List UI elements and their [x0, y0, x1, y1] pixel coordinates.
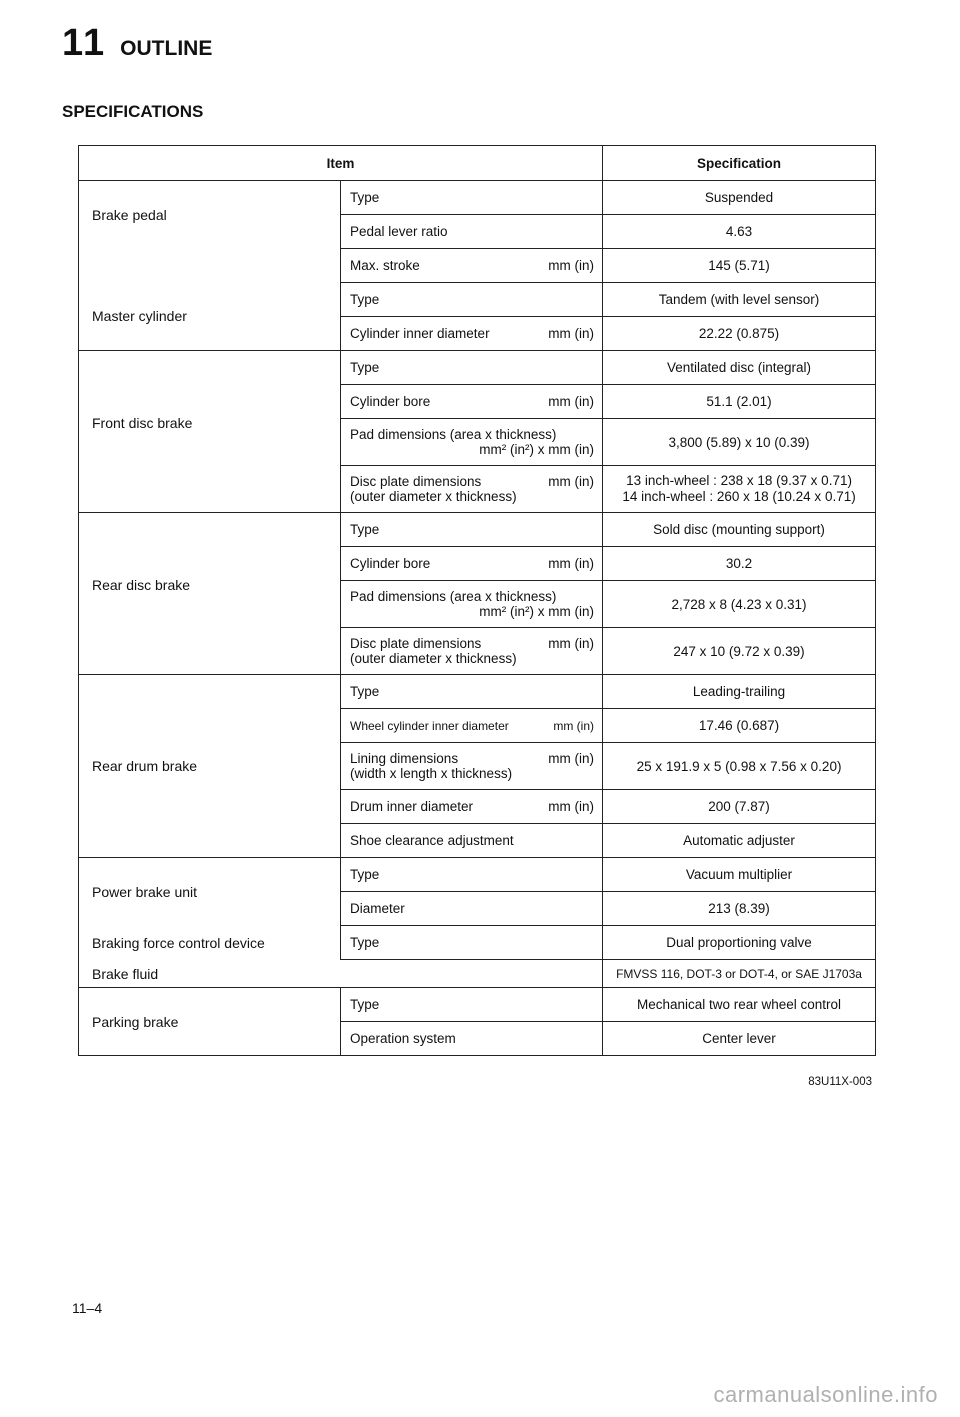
item-cell: [341, 466, 603, 513]
table-row: [79, 351, 876, 385]
item-cell: Type: [341, 675, 603, 709]
item-label: Cylinder inner diameter: [350, 326, 490, 341]
spec-cell: 213 (8.39): [603, 892, 876, 926]
item-cell: [341, 581, 603, 628]
chapter-header: [62, 22, 212, 65]
item-cell: Diameter: [341, 892, 603, 926]
item-cell: [341, 249, 603, 283]
item-cell: [341, 628, 603, 675]
item-label: Drum inner diameter: [350, 799, 474, 814]
item-cell: [341, 743, 603, 790]
group-parking-brake: Parking brake: [79, 988, 341, 1056]
spec-cell: [603, 466, 876, 513]
item-sublabel: (width x length x thickness): [350, 766, 513, 781]
item-label: Lining dimensions: [350, 751, 459, 766]
spec-cell: 145 (5.71): [603, 249, 876, 283]
section-title: SPECIFICATIONS: [62, 102, 204, 121]
table-row: [79, 988, 876, 1022]
unit-label: mm (in): [548, 556, 595, 571]
unit-label: mm (in): [548, 258, 595, 273]
spec-cell: 17.46 (0.687): [603, 709, 876, 743]
item-label: Cylinder bore: [350, 556, 431, 571]
table-row: [79, 283, 876, 317]
item-cell: Type: [341, 988, 603, 1022]
table-row: [79, 858, 876, 892]
figure-code: 83U11X-003: [808, 1076, 872, 1088]
spec-cell: Automatic adjuster: [603, 824, 876, 858]
item-cell: Type: [341, 181, 603, 215]
group-brake-pedal-cont: [79, 249, 341, 283]
spec-line: 13 inch-wheel : 238 x 18 (9.37 x 0.71): [626, 473, 852, 488]
group-power-brake-unit: Power brake unit: [79, 858, 341, 926]
group-master-cylinder: Master cylinder: [79, 283, 341, 351]
item-cell: [341, 547, 603, 581]
item-label: Pad dimensions (area x thickness): [350, 589, 557, 604]
item-cell: Type: [341, 926, 603, 960]
unit-label: mm (in): [548, 326, 595, 341]
spec-cell: 30.2: [603, 547, 876, 581]
spec-cell: Sold disc (mounting support): [603, 513, 876, 547]
item-cell: Type: [341, 513, 603, 547]
item-cell: Operation system: [341, 1022, 603, 1056]
chapter-number: 11: [62, 22, 107, 64]
item-cell: [341, 790, 603, 824]
unit-label: mm² (in²) x mm (in): [479, 442, 595, 457]
spec-cell: 51.1 (2.01): [603, 385, 876, 419]
item-label: Disc plate dimensions: [350, 474, 482, 489]
item-sublabel: (outer diameter x thickness): [350, 489, 517, 504]
item-cell: [341, 419, 603, 466]
unit-label: mm (in): [548, 474, 595, 489]
table-row: [79, 960, 876, 988]
spec-cell: Ventilated disc (integral): [603, 351, 876, 385]
table-row: [79, 926, 876, 960]
item-label: Disc plate dimensions: [350, 636, 482, 651]
table-row: [79, 181, 876, 215]
specifications-table: [78, 145, 876, 1056]
spec-line: 14 inch-wheel : 260 x 18 (10.24 x 0.71): [622, 489, 856, 504]
item-cell: [341, 385, 603, 419]
spec-cell: Vacuum multiplier: [603, 858, 876, 892]
spec-cell: Center lever: [603, 1022, 876, 1056]
spec-cell: Mechanical two rear wheel control: [603, 988, 876, 1022]
watermark: carmanualsonline.info: [713, 1382, 938, 1407]
group-brake-fluid: Brake fluid: [79, 960, 603, 988]
chapter-title: OUTLINE: [120, 37, 213, 60]
spec-cell: 4.63: [603, 215, 876, 249]
item-cell: Shoe clearance adjustment: [341, 824, 603, 858]
spec-cell: Dual proportioning valve: [603, 926, 876, 960]
spec-cell: 25 x 191.9 x 5 (0.98 x 7.56 x 0.20): [603, 743, 876, 790]
group-front-disc-brake: Front disc brake: [79, 351, 341, 513]
spec-cell: Tandem (with level sensor): [603, 283, 876, 317]
unit-label: mm (in): [553, 718, 595, 733]
item-cell: [341, 709, 603, 743]
item-label: Max. stroke: [350, 258, 420, 273]
item-cell: Type: [341, 351, 603, 385]
spec-cell: 22.22 (0.875): [603, 317, 876, 351]
spec-cell: 2,728 x 8 (4.23 x 0.31): [603, 581, 876, 628]
column-header-item: Item: [79, 146, 603, 181]
table-row: [79, 675, 876, 709]
table-header-row: [79, 146, 876, 181]
item-cell: Type: [341, 283, 603, 317]
spec-cell: 247 x 10 (9.72 x 0.39): [603, 628, 876, 675]
spec-cell: Suspended: [603, 181, 876, 215]
group-brake-pedal: Brake pedal: [79, 181, 341, 249]
column-header-specification: Specification: [603, 146, 876, 181]
group-rear-disc-brake: Rear disc brake: [79, 513, 341, 675]
unit-label: mm (in): [548, 636, 595, 651]
table-row: [79, 513, 876, 547]
item-cell: [341, 317, 603, 351]
item-cell: Type: [341, 858, 603, 892]
spec-cell: FMVSS 116, DOT-3 or DOT-4, or SAE J1703a: [603, 960, 876, 988]
item-label: Wheel cylinder inner diameter: [350, 718, 509, 733]
group-braking-force-control: Braking force control device: [79, 926, 341, 960]
item-cell: Pedal lever ratio: [341, 215, 603, 249]
spec-cell: 3,800 (5.89) x 10 (0.39): [603, 419, 876, 466]
unit-label: mm (in): [548, 751, 595, 766]
item-sublabel: (outer diameter x thickness): [350, 651, 517, 666]
table-row: [79, 249, 876, 283]
spec-cell: Leading-trailing: [603, 675, 876, 709]
unit-label: mm (in): [548, 799, 595, 814]
unit-label: mm² (in²) x mm (in): [479, 604, 595, 619]
page-number: 11–4: [72, 1300, 103, 1316]
item-label: Pad dimensions (area x thickness): [350, 427, 557, 442]
unit-label: mm (in): [548, 394, 595, 409]
spec-cell: 200 (7.87): [603, 790, 876, 824]
item-label: Cylinder bore: [350, 394, 431, 409]
group-rear-drum-brake: Rear drum brake: [79, 675, 341, 858]
